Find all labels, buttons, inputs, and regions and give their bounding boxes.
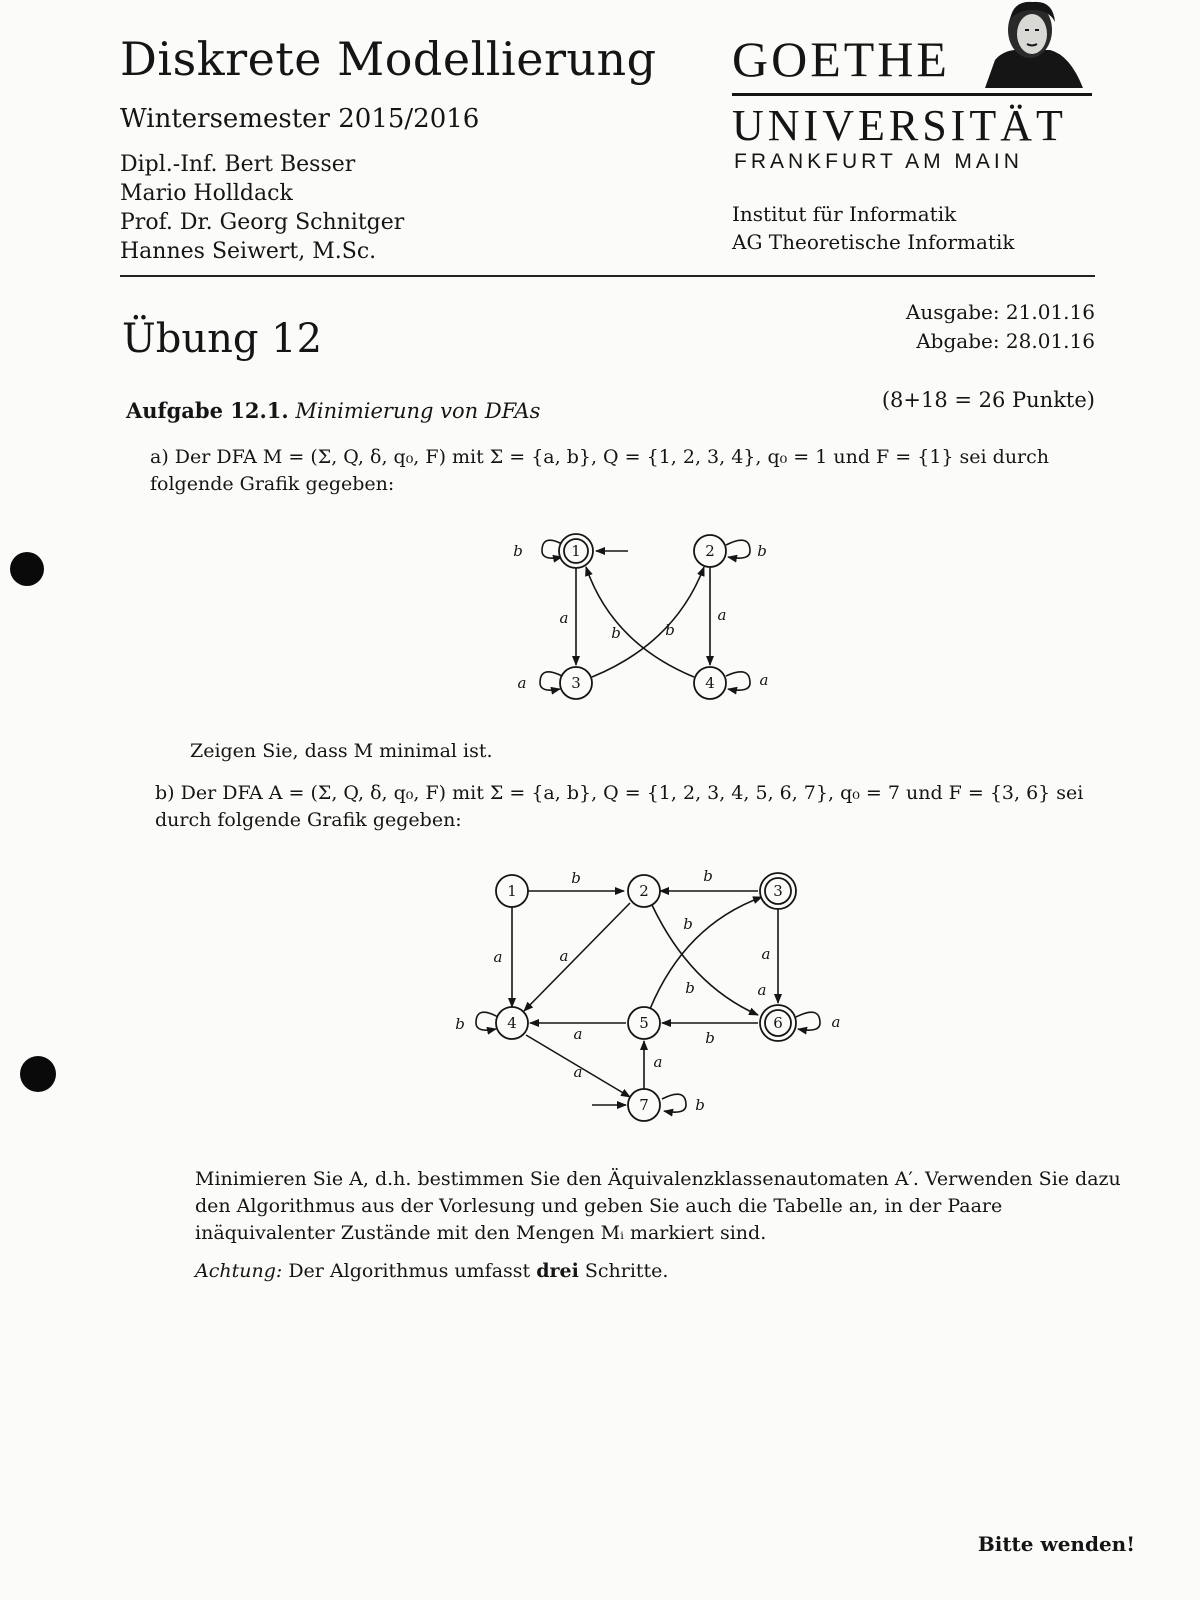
edge-label: a <box>717 606 727 624</box>
task-heading <box>126 398 540 423</box>
edge-label: a <box>573 1025 583 1043</box>
institute <box>732 200 1014 256</box>
part-a-instruction: Zeigen Sie, dass M minimal ist. <box>190 740 493 762</box>
state-label: 3 <box>773 882 783 900</box>
edge-label: b <box>757 542 767 560</box>
task-name: Minimierung von DFAs <box>295 399 541 423</box>
state-label: 5 <box>639 1014 649 1032</box>
edge-3-self <box>540 672 562 690</box>
state-label: 3 <box>571 674 581 692</box>
institute-line: AG Theoretische Informatik <box>732 230 1015 254</box>
edge-7-self <box>662 1094 686 1112</box>
dfa-a-graph <box>440 855 880 1135</box>
state-label: 2 <box>705 542 715 560</box>
part-a-statement: Der DFA M = (Σ, Q, δ, q₀, F) mit Σ = {a, b}, Q = {1, 2, 3, 4}, q₀ = 1 und F = {1} sei durch folgende Grafik gegeben: <box>150 446 1050 495</box>
edge-label: a <box>559 947 569 965</box>
edge-label: b <box>685 979 695 997</box>
part-b-label: b) <box>155 782 175 804</box>
edge-2-6 <box>652 905 758 1015</box>
due-date: Abgabe: 28.01.16 <box>916 329 1095 353</box>
edge-label: b <box>683 915 693 933</box>
edge-6-self <box>796 1012 820 1030</box>
staff-member: Prof. Dr. Georg Schnitger <box>120 210 405 235</box>
edge-label: a <box>757 981 767 999</box>
state-label: 1 <box>507 882 517 900</box>
part-a-text <box>150 444 1100 498</box>
edge-label: a <box>573 1063 583 1081</box>
logo-divider <box>732 93 1092 96</box>
edge-label: b <box>703 867 713 885</box>
punch-hole <box>20 1056 56 1092</box>
goethe-portrait-logo <box>965 0 1095 90</box>
note-label: Achtung: <box>195 1260 283 1282</box>
edge-2-self <box>726 540 750 558</box>
logo-goethe: GOETHE <box>732 31 950 87</box>
note-text: Der Algorithmus umfasst <box>288 1260 531 1282</box>
semester: Wintersemester 2015/2016 <box>120 104 480 134</box>
release-date: Ausgabe: 21.01.16 <box>905 300 1095 324</box>
logo-university: UNIVERSITÄT <box>732 101 1067 150</box>
part-b-instruction: Minimieren Sie A, d.h. bestimmen Sie den Äquivalenzklassenautomaten A′. Verwenden Sie dazu den Algorithmus aus der Vorlesung und geben Sie auch die Tabelle an, in der Paare inäquivalenter Zustände mit den Mengen Mᵢ markiert sind. <box>195 1168 1121 1244</box>
edge-label: b <box>695 1096 705 1114</box>
part-a-label: a) <box>150 446 169 468</box>
header-divider <box>120 275 1095 277</box>
punch-hole <box>10 552 44 586</box>
edge-label: a <box>761 945 771 963</box>
staff-member: Mario Holldack <box>120 181 293 206</box>
edge-label: b <box>611 624 621 642</box>
part-b-statement: Der DFA A = (Σ, Q, δ, q₀, F) mit Σ = {a, b}, Q = {1, 2, 3, 4, 5, 6, 7}, q₀ = 7 und F = {3, 6} sei durch folgende Grafik gegeben: <box>155 782 1084 831</box>
staff-list <box>120 150 404 266</box>
edge-label: b <box>513 542 523 560</box>
state-label: 7 <box>639 1096 649 1114</box>
institute-line: Institut für Informatik <box>732 202 957 226</box>
dates <box>906 298 1095 356</box>
sheet-title: Übung 12 <box>122 316 323 362</box>
part-b-text <box>155 780 1110 834</box>
dfa-m-graph <box>500 525 800 715</box>
edge-label: b <box>705 1029 715 1047</box>
state-label: 4 <box>705 674 715 692</box>
edge-5-3 <box>650 897 762 1009</box>
edge-4-1 <box>586 567 694 677</box>
staff-member: Hannes Seiwert, M.Sc. <box>120 239 377 264</box>
task-points: (8+18 = 26 Punkte) <box>881 388 1095 412</box>
state-label: 2 <box>639 882 649 900</box>
note-text: Schritte. <box>584 1260 669 1282</box>
state-label: 1 <box>571 542 581 560</box>
logo-city: FRANKFURT AM MAIN <box>734 150 1023 173</box>
task-number: Aufgabe 12.1. <box>126 398 289 423</box>
turn-over-note: Bitte wenden! <box>977 1532 1135 1556</box>
part-b-note <box>195 1258 668 1285</box>
edge-4-self <box>726 672 750 690</box>
course-title: Diskrete Modellierung <box>120 32 657 86</box>
edge-label: a <box>759 671 769 689</box>
edge-label: b <box>571 869 581 887</box>
edge-label: a <box>559 609 569 627</box>
edge-label: a <box>831 1013 841 1031</box>
state-label: 6 <box>773 1014 783 1032</box>
edge-4-self <box>476 1012 498 1030</box>
edge-3-2 <box>592 567 704 677</box>
edge-label: a <box>493 948 503 966</box>
edge-label: a <box>653 1053 663 1071</box>
staff-member: Dipl.-Inf. Bert Besser <box>120 152 356 177</box>
state-label: 4 <box>507 1014 517 1032</box>
note-emphasis: drei <box>536 1260 579 1282</box>
edge-label: a <box>517 674 527 692</box>
edge-label: b <box>455 1015 465 1033</box>
edge-label: b <box>665 621 675 639</box>
edge-2-4 <box>524 903 630 1011</box>
